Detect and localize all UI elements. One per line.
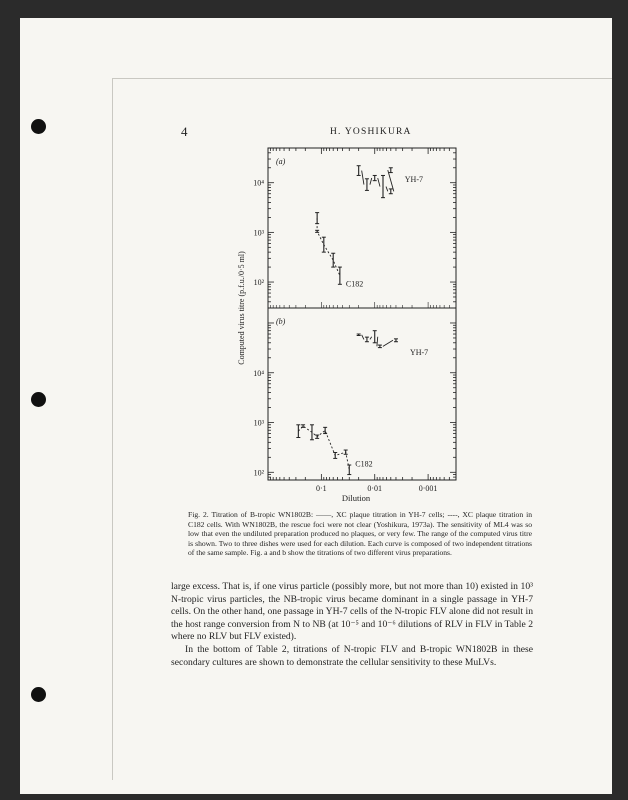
series-line [388,170,394,191]
series-line [362,171,364,185]
figure-caption [188,510,532,558]
page-number: 4 [181,124,188,139]
series-line [370,178,372,185]
series-line [378,178,380,187]
caption-text: Fig. 2. Titration of B-tropic WN1802B: ——, XC plaque titration in YH-7 cells; ----, XC plaque titration in C182 cells. With WN1802B, the rescue foci were not clear (Yoshikura, 1973a). The sensitivity of ML4 was so low that even the undiluted preparation produced no plaques, or very few. The range of the computed virus titre is shown. Two to three dishes were used for each dilution. Each curve is composed of two independent titrations of the same sample. Fig. a and b show the titrations of two different virus preparations. [188,510,532,558]
y-tick-label: 10² [253,468,264,478]
photocopy-edge [112,78,113,780]
series-line [317,218,340,276]
running-head: H. YOSHIKURA [330,127,412,137]
plot-frame [268,148,456,480]
series-line [383,340,393,346]
x-tick-label: 0·01 [367,484,383,493]
series-line [362,335,364,340]
titration-chart [226,140,476,505]
photocopy-edge [112,78,612,79]
series-line [370,337,372,340]
punch-hole [31,687,46,702]
y-tick-label: 10⁴ [253,368,264,378]
series-line [386,187,388,192]
series-line [377,337,378,347]
x-axis-label: Dilution [341,493,371,503]
x-tick-label: 0·001 [418,484,438,493]
panel-label: (a) [276,157,286,166]
y-axis-label: Computed virus titre (p.f.u./0·5 ml) [237,251,246,365]
body-text [171,581,533,669]
series-label: C182 [355,459,373,469]
x-tick-label: 0·1 [316,484,327,493]
series-line [298,426,349,470]
paragraph: large excess. That is, if one virus particle (possibly more, but not more than 10) existed in 10³ N-tropic virus particles, the NB-tropic virus became dominant in a single passage in YH-7 cells. On the other hand, one passage in YH-7 cells of the N-tropic FLV alone did not result in the host range conversion from N to NB (at 10⁻⁵ and 10⁻⁶ dilutions of RLV in FLV in Table 2 where no RLV but FLV existed). [171,581,533,643]
y-tick-label: 10³ [253,228,264,238]
series-label: YH-7 [404,174,424,184]
panel-label: (b) [276,317,286,326]
punch-hole [31,119,46,134]
paragraph: In the bottom of Table 2, titrations of N-tropic FLV and B-tropic WN1802B in these secondary cultures are shown to demonstrate the cellular sensitivity to these MuLVs. [171,643,533,668]
series-label: YH-7 [409,347,429,357]
series-label: C182 [345,279,364,289]
y-tick-label: 10⁴ [253,178,264,188]
figure-2 [226,140,476,505]
y-tick-label: 10³ [253,418,264,428]
punch-hole [31,392,46,407]
y-tick-label: 10² [253,278,264,288]
